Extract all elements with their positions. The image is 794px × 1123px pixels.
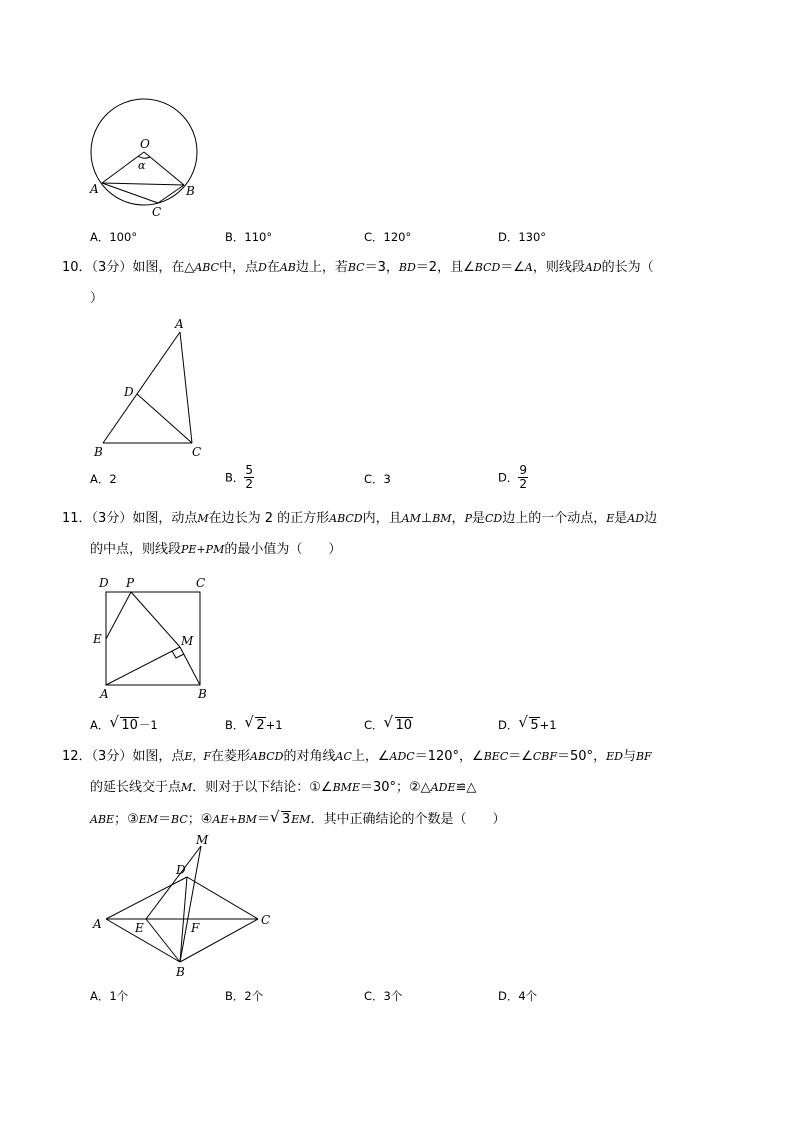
q12-number: 12．	[62, 749, 92, 764]
q11-option-c-prefix: C．	[364, 718, 384, 732]
q11-label-A: A	[100, 687, 109, 701]
q11-var-pe-pm: PE+PM	[181, 543, 225, 556]
q11-text: 内，且	[362, 511, 402, 526]
q11-var-cd: CD	[484, 512, 503, 525]
q11-option-d-prefix: D．	[498, 718, 519, 732]
q10-segment-AB	[103, 332, 180, 443]
q12-var-cbf: CBF	[532, 750, 558, 763]
q10-var-a: A	[524, 261, 533, 274]
q10-text: 在	[266, 260, 280, 275]
q12-text: ＝30°；②△	[359, 780, 431, 795]
q10-var-ad: AD	[584, 261, 602, 274]
q12-label-E: E	[135, 921, 144, 935]
q10-text: 的长为（	[601, 260, 654, 275]
q10-text: ＝∠	[500, 260, 525, 275]
q11-option-d-suffix: +1	[539, 718, 557, 732]
q12-label-F: F	[191, 921, 200, 935]
q11-option-a-suffix: －1	[138, 718, 158, 732]
q11-text: 在边长为 2 的正方形	[208, 511, 330, 526]
q10-var-bd: BD	[398, 261, 416, 274]
q11-option-a-prefix: A．	[90, 718, 110, 732]
q12-option-d: D．4个	[498, 989, 538, 1003]
q11-label-P: P	[126, 576, 135, 590]
q10-option-d-fraction	[518, 464, 528, 491]
q12-var-bme: BME	[332, 781, 360, 794]
q11-option-b-sqrt	[244, 713, 265, 733]
q10-triangle-figure	[88, 312, 208, 462]
q11-option-c-radicand: 10	[395, 718, 413, 733]
q11-option-d-radicand: 5	[530, 718, 539, 733]
q12-text: 的对角线	[283, 749, 336, 764]
q11-text: 边	[644, 511, 658, 526]
q10-var-ab: AB	[279, 261, 296, 274]
q12-stem-line-2	[90, 780, 476, 796]
q10-var-bcd: BCD	[474, 261, 501, 274]
q12-var-bec: BEC	[483, 750, 509, 763]
q11-var-e: E	[606, 512, 615, 525]
q11-perp: ⊥	[420, 511, 433, 526]
q11-text: ，	[451, 511, 465, 526]
q12-label-D: D	[176, 863, 186, 877]
q12-text: ＝	[256, 812, 270, 827]
q11-label-C: C	[196, 576, 206, 590]
sqrt-icon: √	[109, 713, 119, 731]
q12-stem-line-3	[90, 808, 506, 828]
q12-text: ＝∠	[508, 749, 533, 764]
q12-score: （3分）	[91, 749, 133, 764]
q11-var-ad: AD	[627, 512, 645, 525]
q12-text: ＝	[158, 812, 172, 827]
q12-text: 的延长线交于点	[90, 780, 182, 795]
q11-number: 11．	[62, 511, 92, 526]
q12-text: 上，∠	[351, 749, 390, 764]
q9-label-C: C	[152, 205, 162, 219]
q11-text: 的中点，则线段	[90, 542, 182, 557]
q11-text: 是	[471, 511, 485, 526]
q10-var-d: D	[258, 261, 267, 274]
sqrt-icon: √	[244, 713, 254, 731]
q12-label-A: A	[93, 917, 102, 931]
q10-segment-DC	[137, 394, 192, 443]
q10-segment-AC	[180, 332, 192, 443]
q9-segment-BC	[158, 185, 184, 203]
q12-sqrt3	[269, 808, 291, 828]
q12-rhombus-figure	[88, 832, 288, 982]
q11-text: 边上的一个动点，	[502, 511, 607, 526]
q10-option-c: C．3	[364, 472, 391, 486]
q12-var-ade: ADE	[430, 781, 456, 794]
q11-text: 的最小值为（ ）	[224, 542, 342, 557]
q10-option-b	[225, 464, 254, 491]
q10-option-d-denominator: 2	[519, 477, 527, 491]
q11-segment-PM	[131, 592, 180, 647]
q12-var-abcd: ABCD	[250, 750, 284, 763]
sqrt-icon: √	[518, 713, 528, 731]
q11-option-a	[90, 713, 158, 733]
q12-segment-EM	[146, 846, 201, 919]
q12-text: ．则对于以下结论：①∠	[192, 780, 333, 795]
q10-text: ＝3，	[364, 260, 399, 275]
q12-option-a: A．1个	[90, 989, 129, 1003]
q10-var-abc: ABC	[194, 261, 219, 274]
q10-text: 如图，在△	[132, 260, 195, 275]
q9-label-B: B	[186, 184, 195, 198]
q11-option-c-sqrt	[383, 713, 414, 733]
q12-text: ．其中正确结论的个数是（ ）	[310, 812, 506, 827]
q11-option-d	[498, 713, 557, 733]
q11-stem-line-2	[90, 542, 341, 558]
q12-text: ＝50°，	[557, 749, 607, 764]
q12-var-m: M	[181, 781, 193, 794]
q11-text: 是	[614, 511, 628, 526]
sqrt-icon: √	[269, 808, 280, 826]
q11-segment-PE	[106, 592, 131, 639]
q12-text: ；③	[114, 812, 139, 827]
q11-option-a-radicand: 10	[121, 718, 138, 733]
q10-option-d	[498, 464, 528, 491]
q11-option-c	[364, 713, 413, 733]
q11-label-B: B	[198, 687, 207, 701]
q12-segment-EB	[146, 919, 180, 962]
q10-var-bc: BC	[347, 261, 365, 274]
q12-var-em-2: EM	[291, 813, 311, 826]
q9-segment-AB	[102, 183, 184, 185]
q12-var-ed: ED	[606, 750, 623, 763]
q10-option-a: A．2	[90, 472, 117, 486]
q9-option-a: A．100°	[90, 230, 138, 244]
q10-option-d-numerator: 9	[519, 463, 527, 477]
q11-option-b-radicand: 2	[256, 718, 265, 733]
q11-var-am: AM	[401, 512, 421, 525]
q10-option-b-fraction	[244, 464, 254, 491]
q11-label-E: E	[93, 632, 102, 646]
q9-option-b: B．110°	[225, 230, 273, 244]
q10-option-d-prefix: D．	[498, 470, 519, 485]
q11-option-a-sqrt	[109, 713, 139, 733]
q11-label-M: M	[181, 634, 194, 648]
q12-sqrt3-radicand: 3	[281, 812, 291, 827]
q10-text: 边上，若	[295, 260, 348, 275]
q9-option-c: C．120°	[364, 230, 412, 244]
q11-var-m: M	[197, 512, 209, 525]
q12-segment-AD	[106, 877, 187, 919]
q12-var-abe: ABE	[90, 813, 115, 826]
q11-option-b-suffix: +1	[265, 718, 283, 732]
q12-text: 在菱形	[211, 749, 251, 764]
q12-label-M: M	[196, 833, 209, 847]
q9-option-d: D．130°	[498, 230, 547, 244]
q11-segment-AM	[106, 647, 180, 685]
q9-segment-OB	[144, 152, 184, 185]
q12-label-B: B	[176, 965, 185, 979]
q10-text: ＝2，且∠	[415, 260, 475, 275]
q11-var-bm: BM	[432, 512, 452, 525]
q10-score: （3分）	[91, 260, 133, 275]
q9-label-O: O	[140, 137, 150, 151]
q12-label-C: C	[261, 913, 271, 927]
q12-text: ＝120°，∠	[414, 749, 484, 764]
q11-option-d-sqrt	[518, 713, 539, 733]
q12-text: ；④	[187, 812, 213, 827]
q10-stem-line-1	[62, 260, 654, 276]
q12-option-c: C．3个	[364, 989, 403, 1003]
q11-var-abcd: ABCD	[329, 512, 363, 525]
q11-label-D: D	[99, 576, 109, 590]
q10-option-b-numerator: 5	[245, 463, 254, 477]
q10-stem-line-2: ）	[90, 291, 104, 306]
q11-stem-line-1	[62, 511, 657, 527]
q10-label-C: C	[192, 445, 202, 459]
q9-angle-arc	[138, 156, 150, 158]
q10-text: ，则线段	[532, 260, 585, 275]
q12-var-ae-bm: AE+BM	[212, 813, 257, 826]
q10-text: 中，点	[218, 260, 258, 275]
q10-label-D: D	[124, 385, 134, 399]
q10-label-A: A	[175, 317, 184, 331]
q12-var-bc: BC	[171, 813, 188, 826]
sqrt-icon: √	[383, 713, 394, 731]
q12-var-bf: BF	[635, 750, 652, 763]
q12-stem-line-1	[62, 749, 652, 765]
q11-square-figure	[90, 572, 220, 702]
q12-segment-DC	[187, 877, 258, 919]
q11-option-b	[225, 713, 283, 733]
q12-var-adc: ADC	[389, 750, 415, 763]
q9-label-A: A	[90, 182, 99, 196]
q11-score: （3分）	[91, 511, 133, 526]
q12-option-b: B．2个	[225, 989, 264, 1003]
q10-option-b-prefix: B．	[225, 470, 245, 485]
q11-option-b-prefix: B．	[225, 718, 245, 732]
q12-var-ef: E，F	[184, 750, 212, 763]
q12-text: 与	[622, 749, 636, 764]
q11-segment-MB	[180, 647, 200, 685]
q11-text: 如图，动点	[132, 511, 198, 526]
q9-label-alpha: α	[138, 159, 146, 172]
q12-var-em: EM	[138, 813, 159, 826]
q10-option-b-denominator: 2	[245, 477, 254, 491]
q11-var-p: P	[464, 512, 472, 525]
q12-text: 如图，点	[132, 749, 185, 764]
q10-label-B: B	[94, 445, 103, 459]
q12-text: ≌△	[455, 780, 477, 795]
q12-var-ac: AC	[335, 750, 352, 763]
q9-circle-figure	[80, 90, 210, 225]
q10-number: 10．	[62, 260, 92, 275]
